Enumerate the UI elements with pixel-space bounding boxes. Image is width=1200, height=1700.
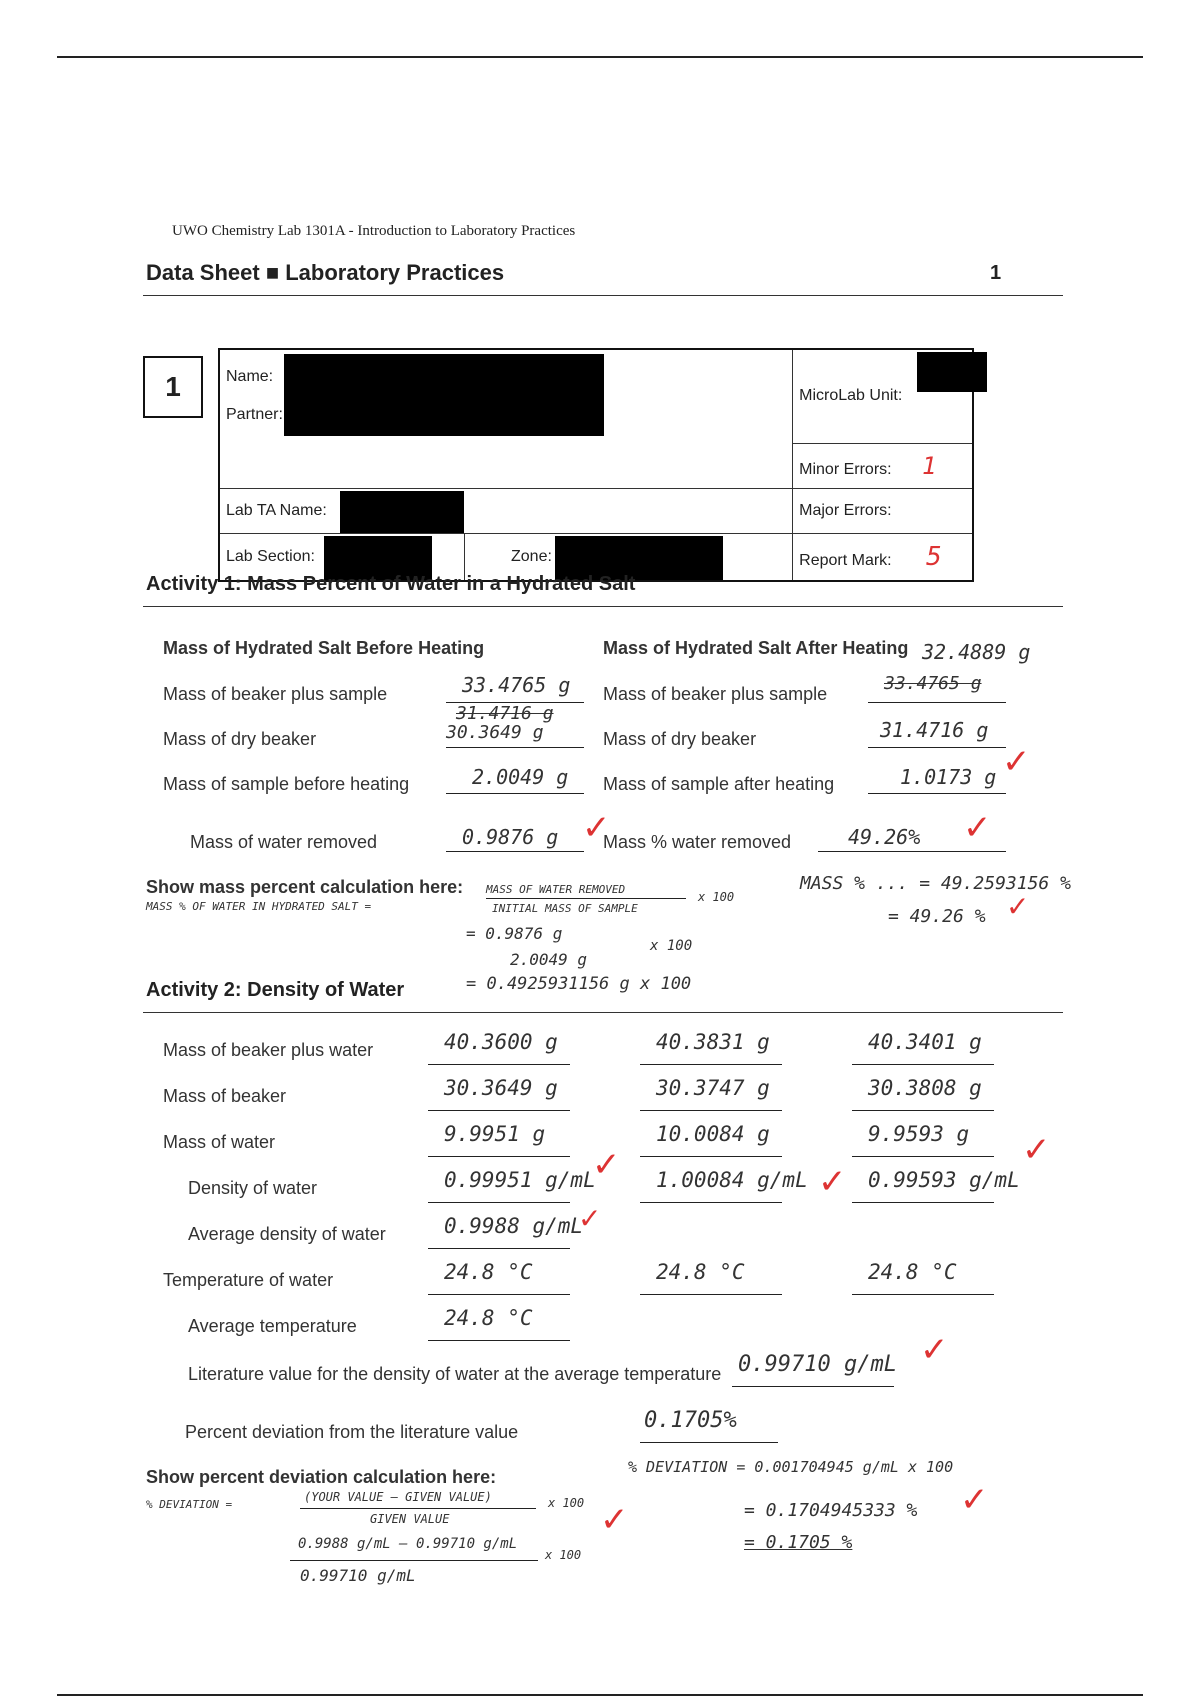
lit-value-line (732, 1386, 894, 1387)
water-removed-label: Mass of water removed (190, 832, 378, 852)
density-row-label: Mass of beaker plus water (163, 1040, 374, 1060)
zone-label: Zone: (511, 547, 552, 565)
major-errors-label: Major Errors: (799, 501, 892, 519)
density-row-underline (852, 1294, 994, 1295)
ta-label: Lab TA Name: (226, 501, 327, 519)
before-heading: Mass of Hydrated Salt Before Heating (163, 638, 485, 658)
activity2-divider (143, 1012, 1063, 1013)
checkmark-icon: ✓ (963, 808, 992, 848)
deviation-calc-fraction-line-2 (290, 1560, 538, 1561)
density-row-underline (852, 1202, 994, 1203)
after-beaker-sample-line (868, 702, 1006, 703)
after-sample-value: 1.0173 g (900, 765, 997, 789)
deviation-calc-line-3: GIVEN VALUE (370, 1512, 450, 1526)
density-row-value: 24.8 °C (656, 1260, 745, 1284)
checkmark-icon: ✓ (1002, 742, 1031, 782)
section-number: 1 (165, 371, 181, 402)
mass-calc-line-2: MASS OF WATER REMOVED (486, 883, 626, 896)
header-divider (143, 295, 1063, 296)
density-row-value: 40.3831 g (656, 1030, 770, 1054)
density-row-underline (428, 1340, 570, 1341)
minor-errors-cell (793, 443, 973, 488)
activity1-divider (143, 606, 1063, 607)
before-dry-beaker-label: Mass of dry beaker (163, 729, 317, 749)
deviation-calc-line-8: % DEVIATION = 0.001704945 g/mL x 100 (628, 1458, 954, 1476)
after-extra-value: 32.4889 g (922, 640, 1031, 664)
density-row-underline (852, 1156, 994, 1157)
report-mark-label: Report Mark: (799, 551, 892, 569)
checkmark-icon: ✓ (818, 1162, 847, 1202)
density-row-underline (640, 1110, 782, 1111)
activity1-title: Activity 1: Mass Percent of Water in a Hydrated Salt (146, 573, 636, 595)
checkmark-icon: ✓ (1022, 1130, 1051, 1170)
density-row-underline (640, 1064, 782, 1065)
deviation-calc-line-9: = 0.1704945333 % (744, 1500, 918, 1521)
deviation-value: 0.1705% (644, 1408, 737, 1433)
before-sample-line (446, 793, 584, 794)
microlab-redaction (917, 352, 987, 392)
student-info-table (218, 348, 974, 582)
deviation-calc-line-7: x 100 (545, 1548, 582, 1562)
minor-errors-value: 1 (922, 451, 937, 480)
name-cell (219, 349, 793, 488)
mass-pct-value: 49.26% (848, 825, 921, 849)
mass-calc-line-1: MASS % OF WATER IN HYDRATED SALT = (146, 900, 372, 913)
deviation-calc-line-1: % DEVIATION = (146, 1498, 233, 1511)
minor-errors-label: Minor Errors: (799, 460, 892, 478)
mass-pct-label: Mass % water removed (603, 832, 792, 852)
density-row-label: Density of water (188, 1178, 318, 1198)
density-row-value: 30.3747 g (656, 1076, 770, 1100)
density-row-underline (428, 1156, 570, 1157)
density-row-underline (428, 1064, 570, 1065)
density-row-value: 10.0084 g (656, 1122, 770, 1146)
density-row-label: Temperature of water (163, 1270, 334, 1290)
after-beaker-sample-value: 33.4765 g (884, 673, 982, 694)
water-removed-line (446, 851, 584, 852)
mass-calc-line-9: MASS % ... = 49.2593156 % (800, 873, 1071, 894)
density-row-underline (428, 1294, 570, 1295)
density-row-value: 0.99593 g/mL (868, 1168, 1020, 1192)
name-label: Name: (226, 368, 274, 385)
deviation-line (640, 1442, 778, 1443)
lit-value-label: Literature value for the density of water at the average temperature (188, 1364, 722, 1384)
lit-value: 0.99710 g/mL (738, 1352, 897, 1377)
density-row-value: 30.3649 g (444, 1076, 558, 1100)
mass-calc-line-3: INITIAL MASS OF SAMPLE (492, 902, 638, 915)
deviation-calc-fraction-line (300, 1508, 536, 1509)
deviation-calc-line-6: 0.99710 g/mL (300, 1566, 416, 1585)
before-dry-beaker-value: 30.3649 g (446, 722, 544, 743)
before-beaker-sample-label: Mass of beaker plus sample (163, 684, 388, 704)
density-row-underline (640, 1202, 782, 1203)
major-errors-cell (793, 488, 973, 533)
section-number-box (143, 356, 203, 418)
density-row-value: 1.00084 g/mL (656, 1168, 808, 1192)
mass-pct-line (818, 851, 1006, 852)
mass-calc-fraction-line (486, 898, 686, 899)
before-beaker-sample-value-2: 31.4716 g (456, 703, 554, 724)
checkmark-icon: ✓ (578, 1202, 602, 1235)
before-beaker-sample-value: 33.4765 g (462, 673, 571, 697)
deviation-calc-line-4: x 100 (548, 1496, 585, 1510)
deviation-calc-line-5: 0.9988 g/mL – 0.99710 g/mL (298, 1536, 518, 1552)
ta-redaction (340, 491, 464, 533)
report-mark-cell (793, 533, 973, 581)
density-row-underline (852, 1110, 994, 1111)
mass-calc-line-7: x 100 (650, 938, 693, 954)
after-sample-label: Mass of sample after heating (603, 774, 835, 794)
deviation-calc-line-2: (YOUR VALUE – GIVEN VALUE) (304, 1490, 492, 1504)
activity2-title: Activity 2: Density of Water (146, 979, 405, 1001)
density-row-underline (428, 1202, 570, 1203)
after-beaker-sample-label: Mass of beaker plus sample (603, 684, 828, 704)
checkmark-icon: ✓ (1006, 890, 1030, 923)
after-heading: Mass of Hydrated Salt After Heating (603, 638, 909, 658)
mass-calc-line-4: x 100 (698, 890, 735, 904)
density-row-label: Mass of water (163, 1132, 276, 1152)
density-row-value: 9.9593 g (868, 1122, 970, 1146)
mass-calc-line-8: = 0.4925931156 g x 100 (466, 974, 692, 994)
density-row-value: 40.3600 g (444, 1030, 558, 1054)
deviation-label: Percent deviation from the literature value (185, 1422, 519, 1442)
mass-calc-line-6: 2.0049 g (510, 950, 588, 969)
before-sample-label: Mass of sample before heating (163, 774, 410, 794)
after-dry-beaker-line (868, 747, 1006, 748)
density-row-value: 30.3808 g (868, 1076, 982, 1100)
microlab-label: MicroLab Unit: (799, 387, 903, 405)
density-row-value: 24.8 °C (444, 1306, 533, 1330)
name-redaction (284, 354, 604, 436)
page-number: 1 (990, 262, 1002, 284)
density-row-underline (428, 1110, 570, 1111)
bottom-rule (57, 1694, 1143, 1696)
before-sample-value: 2.0049 g (472, 765, 569, 789)
density-row-label: Average temperature (188, 1316, 357, 1336)
density-row-value: 24.8 °C (444, 1260, 533, 1284)
top-rule (57, 56, 1143, 58)
mass-calc-line-5: = 0.9876 g (466, 924, 563, 943)
ta-cell (219, 488, 793, 533)
checkmark-icon: ✓ (920, 1330, 949, 1370)
mass-calc-label: Show mass percent calculation here: (146, 877, 464, 897)
density-row-underline (640, 1156, 782, 1157)
microlab-cell (793, 349, 973, 443)
density-row-value: 9.9951 g (444, 1122, 546, 1146)
checkmark-icon: ✓ (960, 1480, 989, 1520)
course-title: UWO Chemistry Lab 1301A - Introduction to Laboratory Practices (172, 223, 576, 239)
density-row-label: Mass of beaker (163, 1086, 287, 1106)
density-row-label: Average density of water (188, 1224, 386, 1244)
density-row-value: 24.8 °C (868, 1260, 957, 1284)
density-row-underline (640, 1294, 782, 1295)
checkmark-icon: ✓ (592, 1145, 621, 1185)
before-dry-beaker-line (446, 747, 584, 748)
deviation-calc-label: Show percent deviation calculation here: (146, 1467, 497, 1487)
partner-label: Partner: (226, 406, 283, 423)
density-row-value: 0.9988 g/mL (444, 1214, 584, 1238)
mass-calc-line-10: = 49.26 % (888, 906, 986, 927)
checkmark-icon: ✓ (582, 808, 611, 848)
water-removed-value: 0.9876 g (462, 825, 559, 849)
after-sample-line (868, 793, 1006, 794)
density-row-value: 40.3401 g (868, 1030, 982, 1054)
after-dry-beaker-label: Mass of dry beaker (603, 729, 757, 749)
density-row-value: 0.99951 g/mL (444, 1168, 596, 1192)
density-row-underline (852, 1064, 994, 1065)
report-mark-value: 5 (926, 541, 942, 572)
section-label: Lab Section: (226, 547, 315, 565)
after-dry-beaker-value: 31.4716 g (880, 718, 989, 742)
page-title: Data Sheet ■ Laboratory Practices (146, 260, 505, 285)
checkmark-icon: ✓ (600, 1500, 629, 1540)
deviation-calc-line-10: = 0.1705 % (744, 1532, 853, 1553)
density-row-underline (428, 1248, 570, 1249)
